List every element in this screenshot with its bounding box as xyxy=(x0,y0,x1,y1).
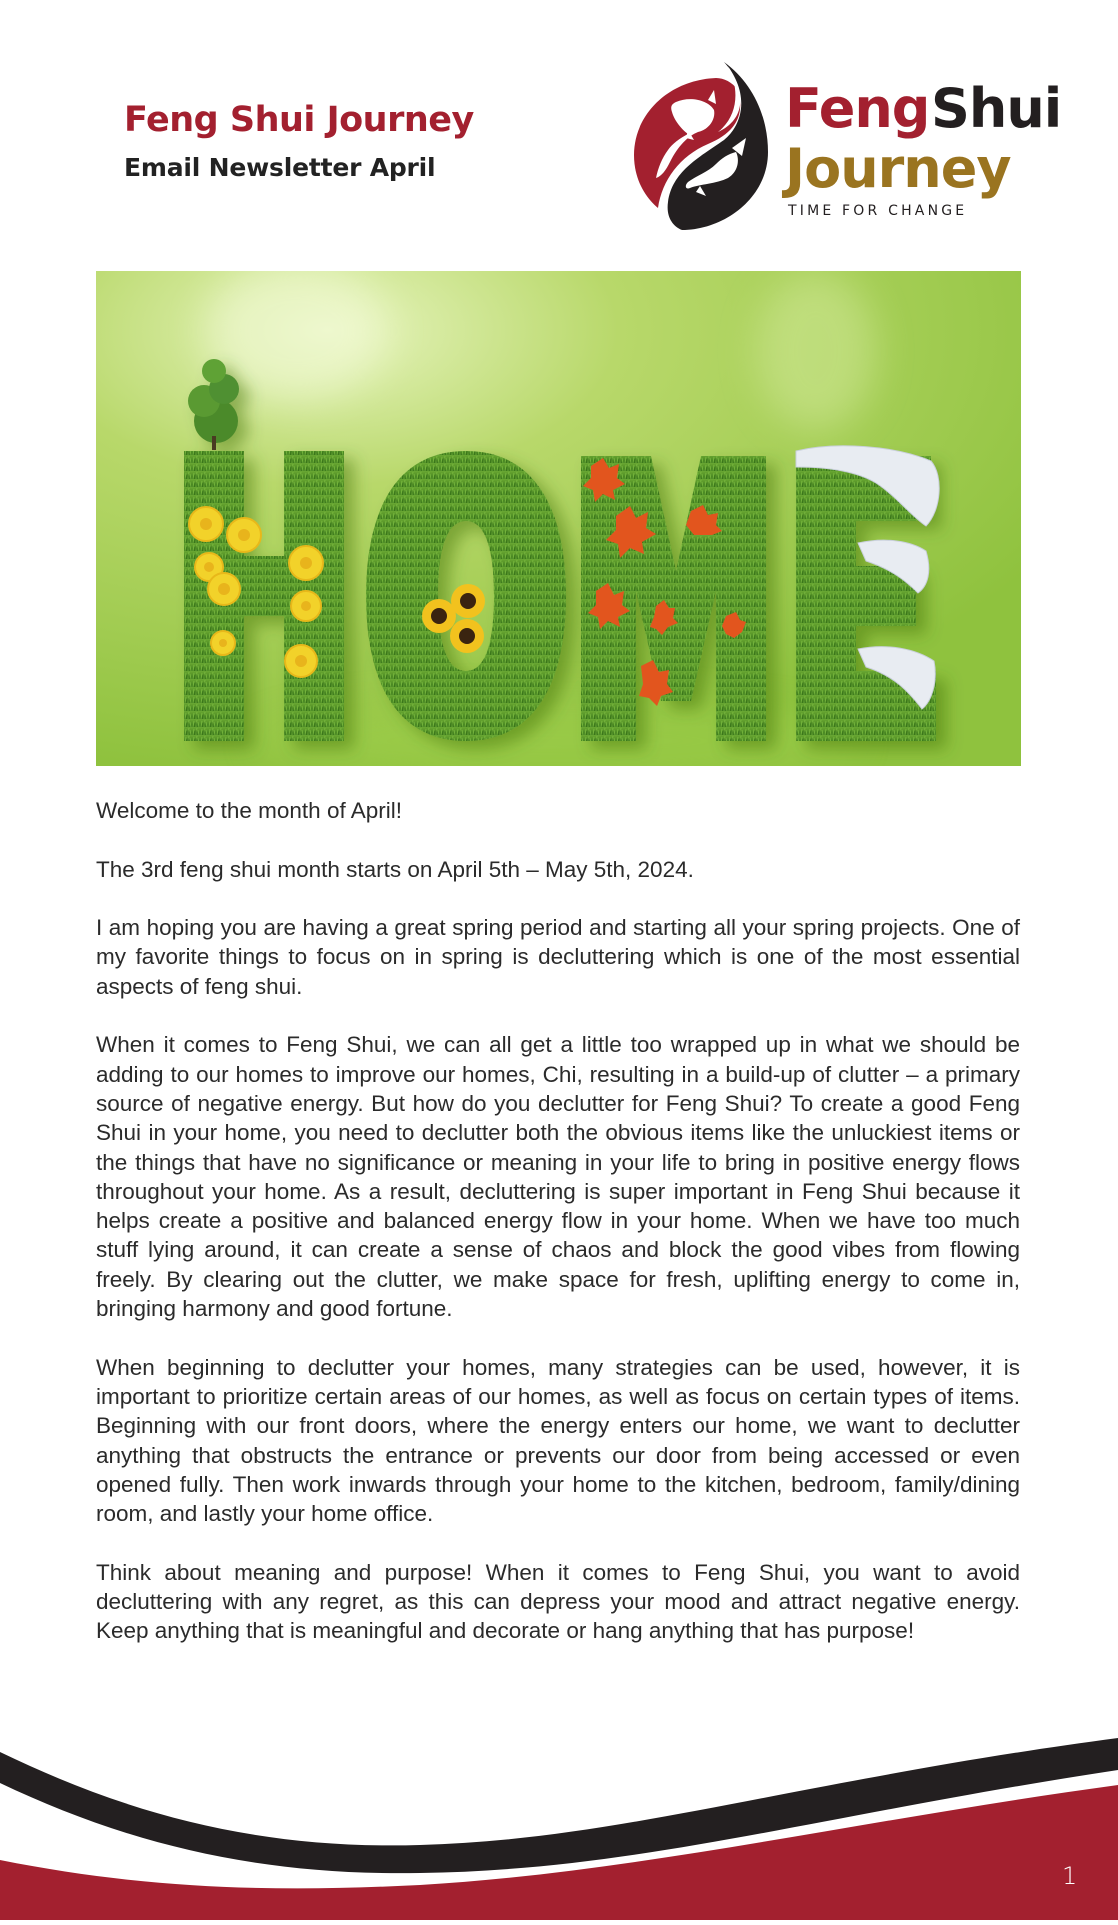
newsletter-subtitle: Email Newsletter April xyxy=(124,153,436,182)
koi-yin-yang-icon xyxy=(628,60,773,232)
brand-logo xyxy=(628,60,1062,235)
grass-home-letters-image xyxy=(96,271,1021,766)
paragraph-spring: I am hoping you are having a great spring period and starting all your spring projects. One of my favorite things to focus on in spring is decluttering which is one of the most essential aspects of feng shui. xyxy=(96,915,1020,999)
newsletter-title: Feng Shui Journey xyxy=(124,100,474,140)
logo-word-journey: Journey xyxy=(785,137,1011,200)
paragraph-welcome: Welcome to the month of April! xyxy=(96,798,402,823)
paragraph-declutter-why: When it comes to Feng Shui, we can all get a little too wrapped up in what we should be adding to our homes to improve our homes, Chi, resulting in a build-up of clutter – a primary source of negative energy. But how do you declutter for Feng Shui? To create a good Feng Shui in your home, you need to declutter both the obvious items like the unluckiest items or the things that have no significance or meaning in your life to bring in positive energy flows throughout your home. As a result, decluttering is super important in Feng Shui because it helps create a positive and balanced energy flow in your home. When we have too much stuff lying around, it can create a sense of chaos and block the good vibes from flowing freely. By clearing out the clutter, we make space for fresh, uplifting energy to come in, bringing harmony and good fortune. xyxy=(96,1032,1020,1322)
footer-decoration xyxy=(0,1720,1118,1920)
paragraph-month-dates: The 3rd feng shui month starts on April 5th – May 5th, 2024. xyxy=(96,856,694,882)
paragraph-declutter-how: When beginning to declutter your homes, many strategies can be used, however, it is important to prioritize certain areas of our homes, as well as focus on certain types of items. Beginning with our front doors, where the energy enters our home, we want to declutter anything that obstructs the entrance or prevents our door from being accessed or even opened fully. Then work inwards through your home to the kitchen, bedroom, family/dining room, and lastly your home office. xyxy=(96,1354,1020,1527)
hero-image xyxy=(96,271,1021,766)
page-number: 1 xyxy=(1062,1862,1078,1890)
logo-word-feng: Feng xyxy=(785,77,930,140)
newsletter-body xyxy=(96,796,1020,1675)
logo-word-shui: Shui xyxy=(931,77,1062,140)
footer-wave-graphic xyxy=(0,1720,1118,1920)
paragraph-meaning-purpose: Think about meaning and purpose! When it comes to Feng Shui, you want to avoid decluttering with any regret, as this can depress your mood and attract negative energy. Keep anything that is meaningful and decorate or hang anything that has purpose! xyxy=(96,1559,1020,1644)
logo-tagline: TIME FOR CHANGE xyxy=(788,203,968,219)
